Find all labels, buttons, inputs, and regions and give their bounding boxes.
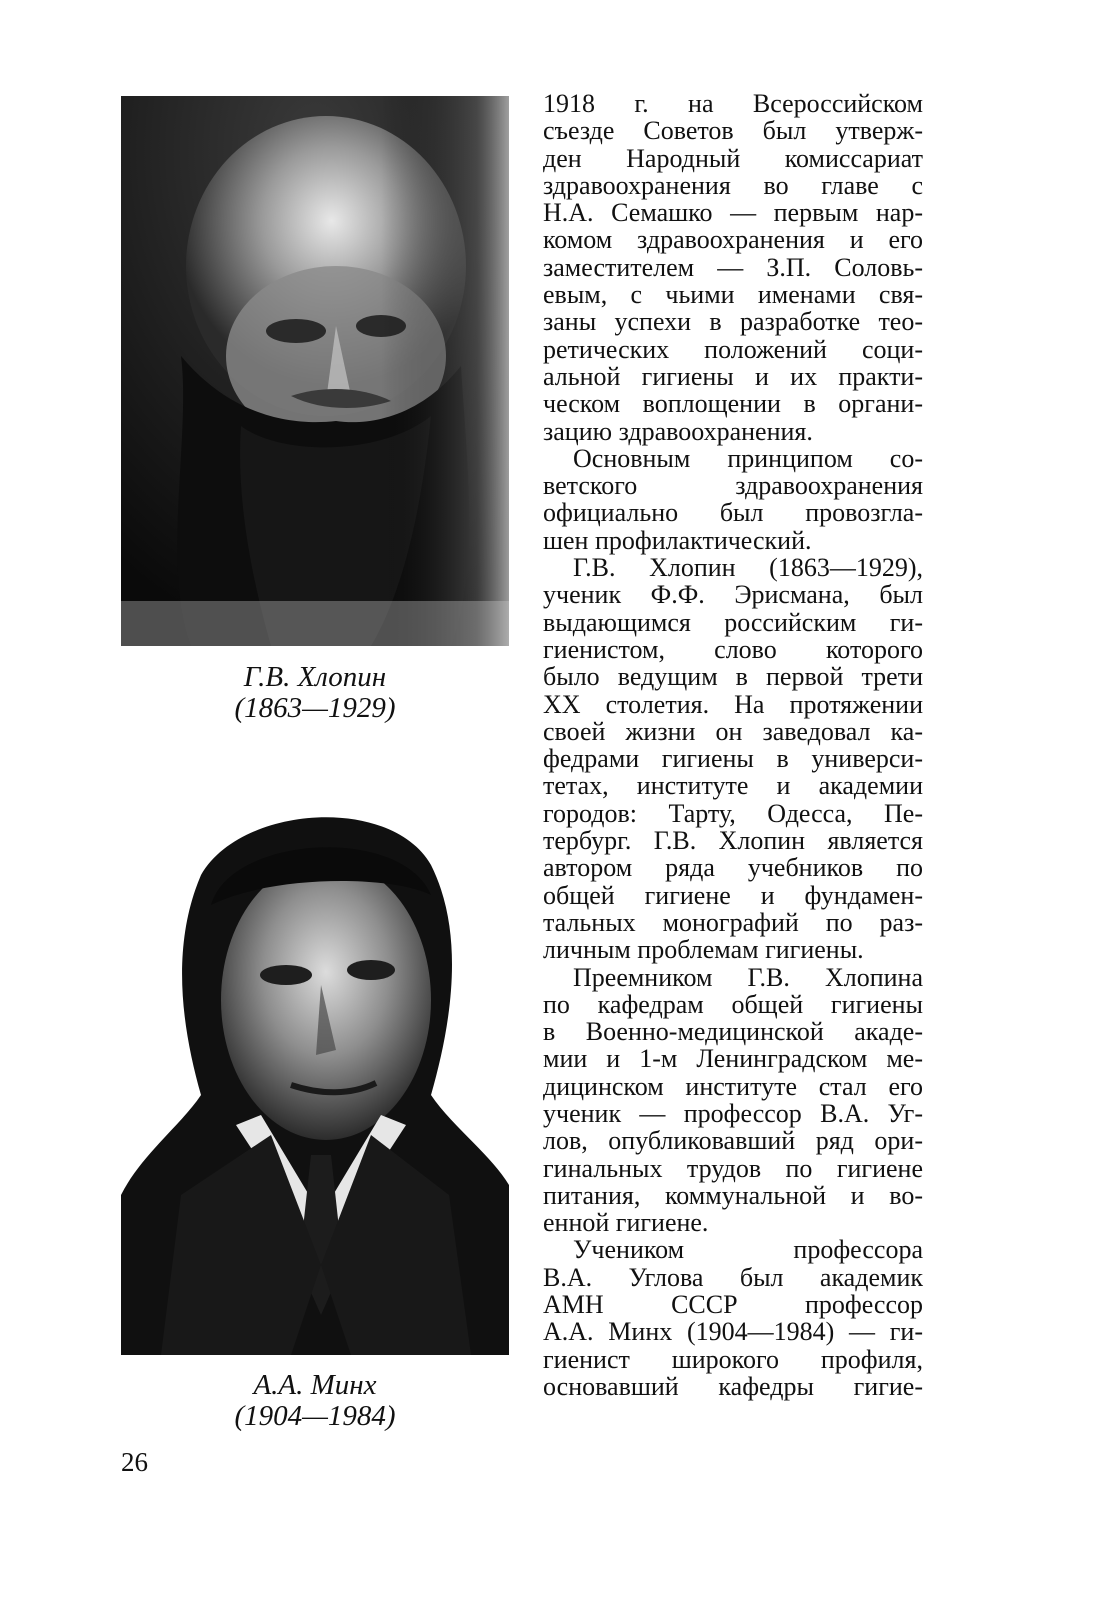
text-line: лов, опубликовавший ряд ори- (543, 1126, 923, 1156)
text-line: заны успехи в разработке тео- (543, 307, 923, 337)
text-line: зацию здравоохранения. (543, 416, 813, 446)
caption-khlopin (121, 662, 509, 724)
text-line: тербург. Г.В. Хлопин является (543, 826, 923, 856)
text-line: дицинском институте стал его (543, 1071, 923, 1101)
text-line: тальных монографий по раз- (543, 907, 923, 937)
caption-minkh-name: А.А. Минх (253, 1369, 377, 1401)
text-line: евым, с чьими именами свя- (543, 280, 923, 310)
text-line: гиенист широкого профиля, (543, 1344, 923, 1374)
text-line: городов: Тарту, Одесса, Пе- (543, 798, 923, 828)
portrait-minkh-photo (121, 795, 509, 1355)
caption-khlopin-years: (1863—1929) (234, 692, 396, 724)
text-line: ученик — профессор В.А. Уг- (543, 1098, 923, 1128)
text-line: питания, коммунальной и во- (543, 1180, 923, 1210)
text-line: Г.В. Хлопин (1863—1929), (573, 553, 923, 583)
text-line: автором ряда учебников по (543, 853, 923, 883)
text-line: общей гигиене и фундамен- (543, 880, 923, 910)
text-line: выдающимся российским ги- (543, 607, 923, 637)
text-line: Н.А. Семашко — первым нар- (543, 198, 923, 228)
text-line: А.А. Минх (1904—1984) — ги- (543, 1317, 923, 1347)
text-line: федрами гигиены в универси- (543, 744, 923, 774)
text-line: Основным принципом со- (573, 443, 923, 473)
text-line: енной гигиене. (543, 1208, 709, 1238)
text-line: съезде Советов был утверж- (543, 116, 923, 146)
text-line: XX столетия. На протяжении (543, 689, 923, 719)
text-line: Преемником Г.В. Хлопина (573, 962, 923, 992)
caption-khlopin-name: Г.В. Хлопин (243, 661, 387, 693)
text-line: мии и 1-м Ленинградском ме- (543, 1044, 923, 1074)
portrait-minkh-image (121, 795, 509, 1355)
text-line: 1918 г. на Всероссийском (543, 89, 923, 118)
text-line: в Военно-медицинской акаде- (543, 1017, 923, 1047)
text-line: по кафедрам общей гигиены (543, 989, 923, 1019)
text-line: В.А. Углова был академик (543, 1262, 923, 1292)
text-line: шен профилактический. (543, 525, 812, 555)
text-line: ден Народный комиссариат (543, 143, 923, 173)
text-line: гинальных трудов по гигиене (543, 1153, 923, 1183)
portrait-khlopin-image (121, 96, 509, 646)
text-line: ческом воплощении в органи- (543, 389, 923, 419)
text-line: ретических положений соци- (543, 334, 923, 364)
text-line: официально был провозгла- (543, 498, 923, 528)
text-line: комом здравоохранения и его (543, 225, 923, 255)
body-text-column (543, 90, 923, 1400)
text-line: основавший кафедры гигие- (543, 1371, 923, 1401)
text-line: тетах, институте и академии (543, 771, 923, 801)
caption-minkh (121, 1370, 509, 1432)
text-line: личным проблемам гигиены. (543, 935, 864, 965)
page-number: 26 (121, 1447, 148, 1477)
text-line: гиенистом, слово которого (543, 634, 923, 664)
text-line: было ведущим в первой трети (543, 662, 923, 692)
text-line: Учеником профессора (573, 1235, 923, 1265)
text-line: здравоохранения во главе с (543, 170, 923, 200)
text-line: АМН СССР профессор (543, 1290, 923, 1320)
caption-minkh-years: (1904—1984) (234, 1400, 396, 1432)
text-line: заместителем — З.П. Соловь- (543, 252, 923, 282)
text-line: альной гигиены и их практи- (543, 361, 923, 391)
text-line: своей жизни он заведовал ка- (543, 716, 923, 746)
text-line: ученик Ф.Ф. Эрисмана, был (543, 580, 923, 610)
portrait-khlopin-photo (121, 96, 509, 646)
text-line: ветского здравоохранения (543, 471, 923, 501)
